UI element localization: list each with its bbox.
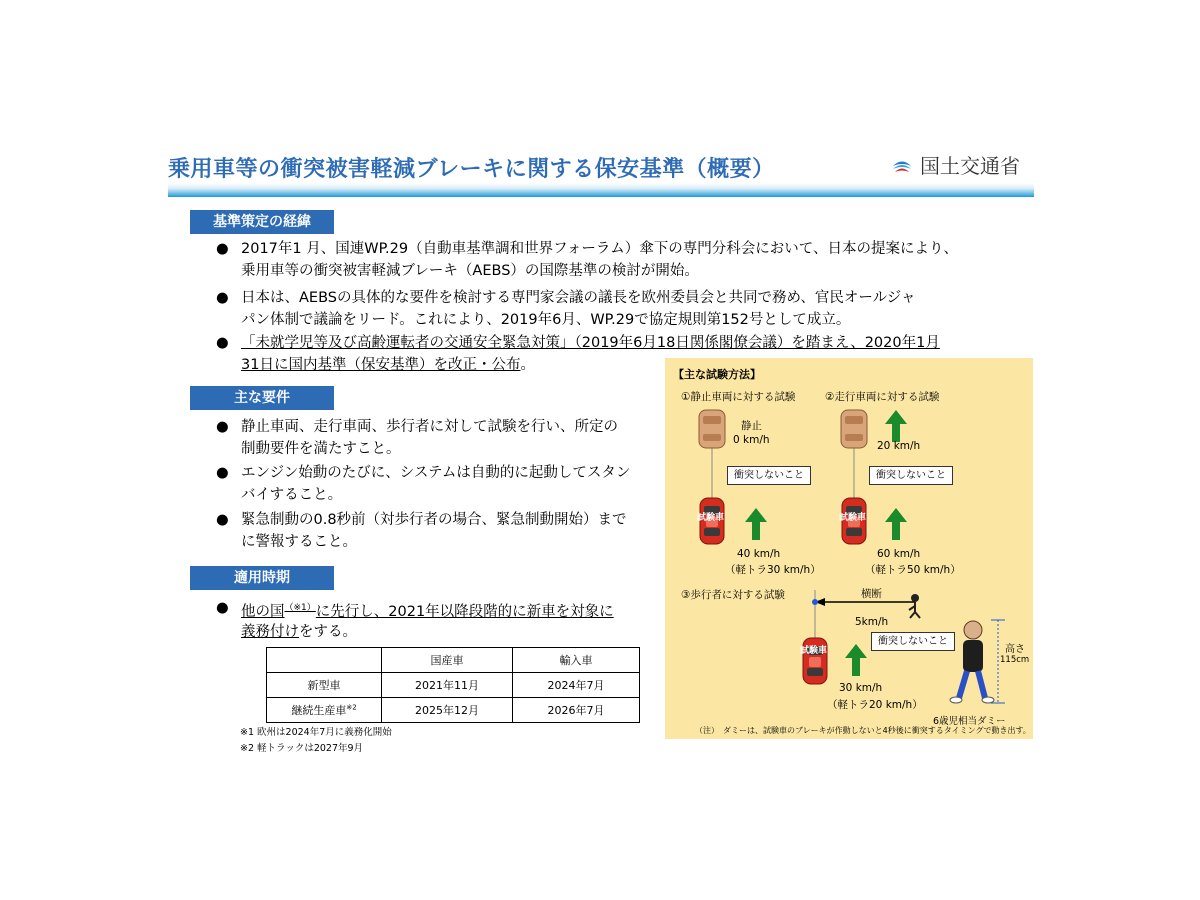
- table-header-cell: 輸入車: [513, 648, 640, 673]
- mlit-emblem-icon: [890, 153, 914, 177]
- test-label: ②走行車両に対する試験: [825, 391, 940, 403]
- table-cell: 2024年7月: [513, 673, 640, 698]
- punctuation: 。: [520, 357, 535, 373]
- no-collision-box: 衝突しないこと: [871, 632, 955, 651]
- pedestrian-dummy-icon: [909, 594, 920, 618]
- target-speed: 0 km/h: [733, 434, 770, 446]
- bullet-line: [241, 597, 614, 623]
- row-label: 継続生産車: [291, 704, 347, 717]
- table-cell: 2025年12月: [382, 698, 513, 723]
- bullet-line: 乗用車等の衝突被害軽減ブレーキ（AEBS）の国際基準の検討が開始。: [241, 263, 699, 279]
- bullet-line: [241, 621, 357, 643]
- bullet-line: 2017年1 月、国連WP.29（自動車基準調和世界フォーラム）傘下の専門分科会において、日本の提案により、: [241, 241, 958, 257]
- bullet-line: 制動要件を満たすこと。: [241, 441, 401, 457]
- test-car-speed: 30 km/h: [839, 682, 883, 694]
- bullet-icon: ●: [216, 335, 229, 351]
- test-car-label: 試験車: [839, 513, 867, 523]
- target-label: 静止: [741, 420, 762, 432]
- panel-title: 【主な試験方法】: [673, 368, 761, 381]
- header-band: [168, 183, 1034, 197]
- page-title: 乗用車等の衝突被害軽減ブレーキに関する保安基準（概要）: [168, 157, 775, 182]
- bullet-icon: ●: [216, 241, 229, 257]
- test-methods-panel: [665, 358, 1033, 739]
- section-heading-requirements: 主な要件: [190, 386, 334, 410]
- test-label: ③歩行者に対する試験: [681, 589, 785, 601]
- target-car-icon: [699, 410, 725, 448]
- bullet-line: 日本は、AEBSの具体的な要件を検討する専門家会議の議長を欧州委員会と共同で務め、官民オールジャ: [241, 290, 916, 306]
- org-name: 国土交通省: [920, 154, 1020, 178]
- table-header-cell: [267, 648, 382, 673]
- table-note: ※1 欧州は2024年7月に義務化開始: [240, 727, 392, 738]
- bullet-line: 「未就学児等及び高齢運転者の交通安全緊急対策」（2019年6月18日関係閣僚会議）を踏まえ、2020年1月: [241, 335, 940, 351]
- row-label: 新型車: [307, 679, 341, 692]
- bullet-line: エンジン始動のたびに、システムは自動的に起動してスタン: [241, 465, 631, 481]
- bullet-line: 静止車両、走行車両、歩行者に対して試験を行い、所定の: [241, 419, 618, 435]
- test-label: ①静止車両に対する試験: [681, 391, 796, 403]
- child-dummy-icon: [950, 621, 994, 703]
- mlit-logo: [890, 150, 1020, 179]
- target-car-icon: [841, 410, 867, 448]
- pedestrian-speed: 5km/h: [855, 616, 889, 628]
- up-arrow-icon: [885, 508, 907, 540]
- no-collision-box: 衝突しないこと: [727, 466, 811, 485]
- plain-text: をする。: [299, 624, 357, 640]
- table-header-cell: 国産車: [382, 648, 513, 673]
- table-cell: 2021年11月: [382, 673, 513, 698]
- table-header-row: [267, 648, 640, 673]
- bullet-line: 緊急制動の0.8秒前（対歩行者の場合、緊急制動開始）まで: [241, 512, 627, 528]
- underlined-text: に先行し、2021年以降段階的に新車を対象に: [315, 603, 614, 620]
- bullet-icon: ●: [216, 512, 229, 528]
- footnote-ref: ※2: [346, 703, 357, 712]
- test-car-speed: 60 km/h: [877, 548, 921, 560]
- table-note: ※2 軽トラックは2027年9月: [240, 743, 364, 754]
- table-cell: 2026年7月: [513, 698, 640, 723]
- up-arrow-icon: [745, 508, 767, 540]
- no-collision-box: 衝突しないこと: [869, 466, 953, 485]
- table-cell: [267, 673, 382, 698]
- bullet-icon: ●: [216, 600, 229, 616]
- bullet-line: に警報すること。: [241, 534, 357, 550]
- test-car-speed-note: （軽トラ30 km/h）: [725, 564, 821, 576]
- dummy-label: 6歳児相当ダミー: [933, 716, 1006, 727]
- test-car-label: 試験車: [800, 646, 828, 656]
- bullet-icon: ●: [216, 419, 229, 435]
- section-heading-timing: 適用時期: [190, 566, 334, 590]
- bullet-line: [241, 354, 535, 376]
- target-speed: 20 km/h: [877, 440, 921, 452]
- crossing-label: 横断: [861, 588, 882, 600]
- underlined-text: 31日に国内基準（保安基準）を改正・公布: [241, 357, 521, 373]
- bullet-icon: ●: [216, 465, 229, 481]
- test-car-label: 試験車: [697, 513, 725, 523]
- underlined-text: 義務付け: [241, 624, 299, 640]
- up-arrow-icon: [845, 644, 867, 676]
- test-car-speed-note: （軽トラ50 km/h）: [865, 564, 961, 576]
- table-row: [267, 673, 640, 698]
- bullet-line: パン体制で議論をリード。これにより、2019年6月、WP.29で協定規則第152号として成立。: [241, 312, 851, 328]
- impact-point: [812, 599, 818, 605]
- panel-footnote: （注） ダミーは、試験車のブレーキが作動しないと4秒後に衝突するタイミングで動き出す。: [695, 726, 1031, 735]
- test-car-speed: 40 km/h: [737, 548, 781, 560]
- test-car-speed-note: （軽トラ20 km/h）: [827, 699, 923, 711]
- schedule-table: [266, 647, 640, 723]
- up-arrow-icon: [885, 410, 907, 442]
- bullet-icon: ●: [216, 290, 229, 306]
- underlined-text: 他の国: [241, 603, 285, 620]
- table-row: [267, 698, 640, 723]
- footnote-ref: （※1）: [284, 603, 316, 613]
- height-label: 高さ: [1005, 644, 1025, 655]
- table-cell: [267, 698, 382, 723]
- height-value: 115cm: [1000, 655, 1030, 665]
- bullet-line: バイすること。: [241, 487, 343, 503]
- section-heading-background: 基準策定の経緯: [190, 210, 334, 234]
